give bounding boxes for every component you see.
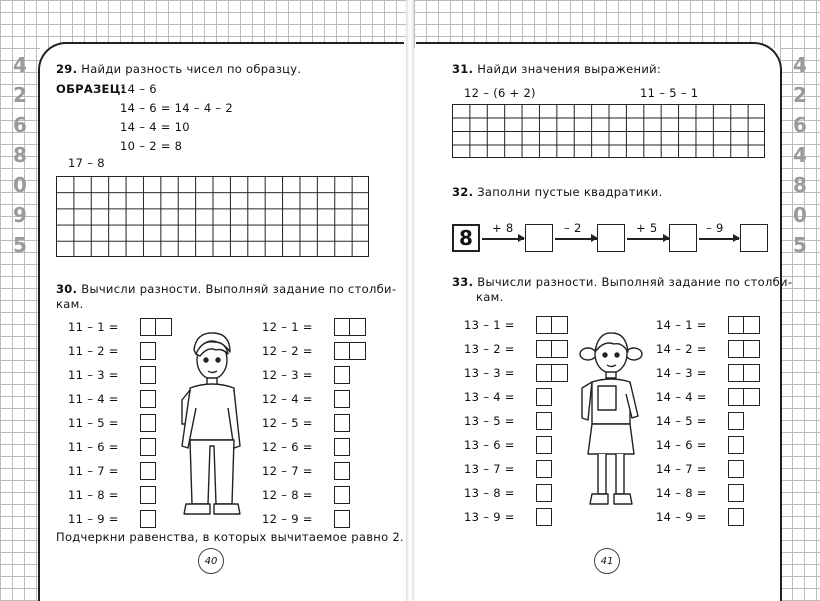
answer-box[interactable] <box>350 342 366 360</box>
equation-text: 14 – 5 = <box>656 414 707 428</box>
answer-box[interactable] <box>140 462 156 480</box>
task-title: Заполни пустые квадратики. <box>477 185 663 199</box>
equation-text: 12 – 1 = <box>262 320 313 334</box>
equation-row <box>68 366 156 384</box>
chain-arrow <box>555 238 597 240</box>
margin-digit: 2 <box>13 83 27 107</box>
task-number: 33. <box>452 275 474 289</box>
answer-box[interactable] <box>536 508 552 526</box>
answer-box[interactable] <box>334 462 350 480</box>
equation-text: 11 – 5 = <box>68 416 119 430</box>
equation-text: 11 – 9 = <box>68 512 119 526</box>
equation-row <box>68 510 156 528</box>
equation-text: 11 – 6 = <box>68 440 119 454</box>
answer-box[interactable] <box>728 412 744 430</box>
equation-text: 14 – 8 = <box>656 486 707 500</box>
answer-box[interactable] <box>728 484 744 502</box>
margin-digit: 9 <box>13 203 27 227</box>
answer-box[interactable] <box>140 390 156 408</box>
answer-box[interactable] <box>536 388 552 406</box>
margin-digit: 4 <box>793 143 807 167</box>
equation-text: 12 – 8 = <box>262 488 313 502</box>
equation-text: 13 – 4 = <box>464 390 515 404</box>
equation-row <box>262 414 350 432</box>
margin-digit: 8 <box>793 173 807 197</box>
answer-box[interactable] <box>536 484 552 502</box>
chain-operation: + 5 <box>636 221 658 235</box>
answer-box[interactable] <box>140 438 156 456</box>
equation-text: 13 – 8 = <box>464 486 515 500</box>
equation-text: 12 – 4 = <box>262 392 313 406</box>
equation-text: 12 – 6 = <box>262 440 313 454</box>
answer-box[interactable] <box>536 340 552 358</box>
answer-box[interactable] <box>334 342 350 360</box>
answer-grid[interactable] <box>452 104 765 158</box>
margin-digit: 5 <box>793 233 807 257</box>
margin-digit: 6 <box>13 113 27 137</box>
equation-row <box>262 342 366 360</box>
chain-operation: – 9 <box>706 221 724 235</box>
margin-digits-left <box>5 55 35 255</box>
task-number: 32. <box>452 185 474 199</box>
equation-row <box>464 508 552 526</box>
answer-box[interactable] <box>536 316 552 334</box>
equation-row <box>262 390 350 408</box>
equation-text: 11 – 3 = <box>68 368 119 382</box>
chain-operation: – 2 <box>564 221 582 235</box>
equation-row <box>68 438 156 456</box>
equation-row <box>68 414 156 432</box>
answer-box[interactable] <box>552 316 568 334</box>
margin-digit: 5 <box>13 233 27 257</box>
task-number: 31. <box>452 62 474 76</box>
answer-box[interactable] <box>744 340 760 358</box>
chain-empty-box[interactable] <box>597 224 625 252</box>
equation-text: 14 – 1 = <box>656 318 707 332</box>
sample-label: ОБРАЗЕЦ: <box>56 82 126 96</box>
graph-paper-top <box>0 0 406 48</box>
equation-row <box>68 318 172 336</box>
expression-2: 11 – 5 – 1 <box>640 86 699 100</box>
answer-box[interactable] <box>728 508 744 526</box>
equation-row <box>262 366 350 384</box>
answer-box[interactable] <box>334 390 350 408</box>
page-number: 40 <box>198 548 224 574</box>
answer-box[interactable] <box>728 340 744 358</box>
answer-box[interactable] <box>536 460 552 478</box>
problem-expression: 17 – 8 <box>68 156 105 170</box>
task-31-heading <box>452 62 661 76</box>
equation-row <box>464 364 568 382</box>
equation-row <box>262 318 366 336</box>
page-number: 41 <box>594 548 620 574</box>
equation-row <box>656 436 744 454</box>
equation-text: 12 – 3 = <box>262 368 313 382</box>
task-title: Найди значения выражений: <box>477 62 662 76</box>
answer-box[interactable] <box>728 364 744 382</box>
answer-box[interactable] <box>728 436 744 454</box>
equation-text: 13 – 9 = <box>464 510 515 524</box>
equation-text: 13 – 7 = <box>464 462 515 476</box>
equation-row <box>656 340 760 358</box>
answer-box[interactable] <box>334 318 350 336</box>
answer-box[interactable] <box>728 460 744 478</box>
equation-row <box>464 340 568 358</box>
equation-row <box>464 460 552 478</box>
chain-arrow <box>627 238 669 240</box>
answer-box[interactable] <box>156 318 172 336</box>
answer-box[interactable] <box>140 366 156 384</box>
equation-text: 13 – 1 = <box>464 318 515 332</box>
task-29-heading <box>56 62 301 76</box>
equation-text: 14 – 9 = <box>656 510 707 524</box>
expression-1: 12 – (6 + 2) <box>464 86 536 100</box>
answer-box[interactable] <box>536 412 552 430</box>
task-33-heading <box>452 275 792 289</box>
task-32-heading <box>452 185 663 199</box>
answer-box[interactable] <box>536 364 552 382</box>
chain-empty-box[interactable] <box>669 224 697 252</box>
chain-start-box: 8 <box>452 224 480 252</box>
equation-row <box>68 462 156 480</box>
equation-row <box>656 316 760 334</box>
equation-text: 11 – 8 = <box>68 488 119 502</box>
equation-row <box>68 486 156 504</box>
answer-box[interactable] <box>744 316 760 334</box>
equation-row <box>262 462 350 480</box>
answer-box[interactable] <box>140 510 156 528</box>
task-number: 29. <box>56 62 78 76</box>
equation-text: 14 – 7 = <box>656 462 707 476</box>
equation-row <box>262 438 350 456</box>
equation-text: 12 – 2 = <box>262 344 313 358</box>
task-title-continued: кам. <box>476 290 504 304</box>
task-30-heading <box>56 282 396 296</box>
sample-line: 14 – 6 <box>120 82 157 96</box>
equation-text: 13 – 3 = <box>464 366 515 380</box>
equation-text: 11 – 7 = <box>68 464 119 478</box>
margin-digits-right <box>785 55 815 255</box>
graph-paper-top <box>414 0 820 48</box>
sample-line: 14 – 4 = 10 <box>120 120 190 134</box>
margin-digit: 8 <box>13 143 27 167</box>
equation-text: 11 – 1 = <box>68 320 119 334</box>
margin-digit: 4 <box>793 53 807 77</box>
answer-box[interactable] <box>334 510 350 528</box>
equation-text: 12 – 9 = <box>262 512 313 526</box>
task-title: Вычисли разности. Выполняй задание по столби- <box>477 275 793 289</box>
equation-text: 13 – 6 = <box>464 438 515 452</box>
answer-box[interactable] <box>728 388 744 406</box>
answer-box[interactable] <box>728 316 744 334</box>
equation-row <box>464 484 552 502</box>
task-30-footer: Подчеркни равенства, в которых вычитаемое равно 2. <box>56 530 404 544</box>
answer-box[interactable] <box>744 388 760 406</box>
equation-text: 14 – 6 = <box>656 438 707 452</box>
answer-box[interactable] <box>334 486 350 504</box>
equation-text: 14 – 3 = <box>656 366 707 380</box>
answer-box[interactable] <box>140 486 156 504</box>
answer-box[interactable] <box>334 414 350 432</box>
equation-text: 13 – 2 = <box>464 342 515 356</box>
task-number: 30. <box>56 282 78 296</box>
sample-line: 14 – 6 = 14 – 4 – 2 <box>120 101 234 115</box>
margin-digit: 6 <box>793 113 807 137</box>
chain-operation: + 8 <box>492 221 514 235</box>
boy-illustration <box>176 328 246 518</box>
equation-row <box>464 436 552 454</box>
answer-box[interactable] <box>140 342 156 360</box>
margin-digit: 2 <box>793 83 807 107</box>
equation-row <box>656 388 760 406</box>
equation-row <box>656 484 744 502</box>
answer-box[interactable] <box>334 438 350 456</box>
equation-row <box>464 388 552 406</box>
equation-text: 14 – 2 = <box>656 342 707 356</box>
task-title-continued: кам. <box>56 297 84 311</box>
equation-row <box>656 412 744 430</box>
margin-digit: 0 <box>793 203 807 227</box>
chain-empty-box[interactable] <box>525 224 553 252</box>
chain-arrow <box>482 238 524 240</box>
equation-text: 11 – 4 = <box>68 392 119 406</box>
answer-box[interactable] <box>140 318 156 336</box>
answer-box[interactable] <box>744 364 760 382</box>
answer-box[interactable] <box>552 364 568 382</box>
answer-box[interactable] <box>536 436 552 454</box>
equation-text: 11 – 2 = <box>68 344 119 358</box>
margin-digit: 4 <box>13 53 27 77</box>
answer-box[interactable] <box>350 318 366 336</box>
equation-row <box>656 364 760 382</box>
answer-box[interactable] <box>552 340 568 358</box>
girl-illustration <box>578 324 644 514</box>
equation-row <box>68 342 156 360</box>
task-title: Найди разность чисел по образцу. <box>81 62 302 76</box>
equation-row <box>464 316 568 334</box>
answer-box[interactable] <box>140 414 156 432</box>
equation-text: 12 – 7 = <box>262 464 313 478</box>
equation-row <box>262 486 350 504</box>
answer-grid[interactable] <box>56 176 369 257</box>
margin-digit: 0 <box>13 173 27 197</box>
chain-empty-box[interactable] <box>740 224 768 252</box>
sample-line: 10 – 2 = 8 <box>120 139 183 153</box>
chain-arrow <box>699 238 739 240</box>
equation-row <box>464 412 552 430</box>
book-spine <box>406 0 414 601</box>
answer-box[interactable] <box>334 366 350 384</box>
equation-row <box>262 510 350 528</box>
task-title: Вычисли разности. Выполняй задание по столби- <box>81 282 397 296</box>
equation-row <box>68 390 156 408</box>
equation-text: 13 – 5 = <box>464 414 515 428</box>
equation-text: 14 – 4 = <box>656 390 707 404</box>
equation-row <box>656 508 744 526</box>
equation-text: 12 – 5 = <box>262 416 313 430</box>
equation-row <box>656 460 744 478</box>
